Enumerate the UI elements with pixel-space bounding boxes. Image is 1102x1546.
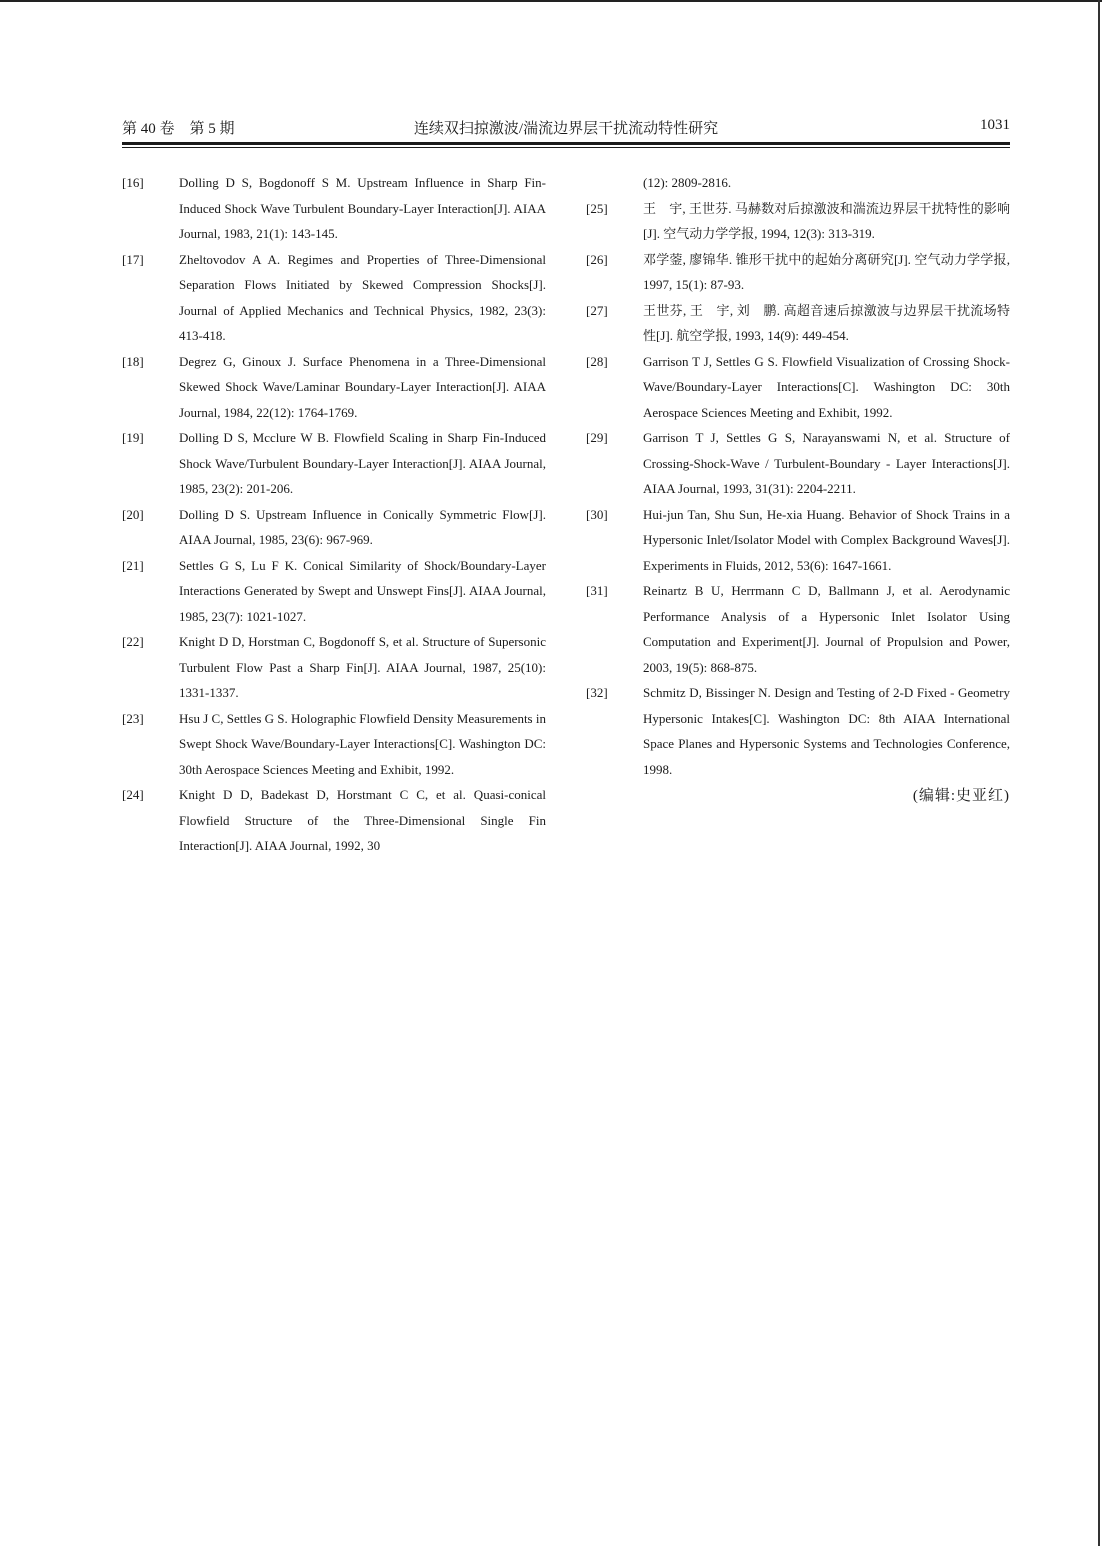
volume-issue: 第 40 卷 第 5 期 [122,121,235,137]
reference-text: Dolling D S, Mcclure W B. Flowfield Scaling in Sharp Fin-Induced Shock Wave/Turbulent Boundary-Layer Interaction[J]. AIAA Journal, 1985, 23(2): 201-206. [179,430,546,496]
reference-item [122,349,546,426]
page-top-border [0,0,1102,2]
reference-text: Zheltovodov A A. Regimes and Properties of Three-Dimensional Separation Flows Initiated by Skewed Compression Shocks[J]. Journal of Applied Mechanics and Technical Physics, 1982, 23(3): 413-418. [179,251,546,343]
reference-item [122,247,546,349]
reference-item [122,553,546,630]
left-column [122,170,546,859]
reference-text: 王 宇, 王世芬. 马赫数对后掠激波和湍流边界层干扰特性的影响[J]. 空气动力学学报, 1994, 12(3): 313-319. [643,200,1010,241]
reference-item [586,196,1010,247]
reference-item [122,629,546,706]
header-rule-thin [122,147,1010,148]
reference-number: [24] [122,787,144,802]
page-right-border [1098,0,1100,1546]
reference-text: 邓学蓥, 廖锦华. 锥形干扰中的起始分离研究[J]. 空气动力学学报, 1997, 15(1): 87-93. [643,251,1010,292]
reference-continuation: (12): 2809-2816. [643,175,732,190]
reference-number: [30] [586,506,608,522]
reference-text: Dolling D S. Upstream Influence in Conically Symmetric Flow[J]. AIAA Journal, 1985, 23(6): 967-969. [179,506,546,547]
reference-item [586,425,1010,502]
reference-item [122,425,546,502]
reference-item [122,782,546,859]
reference-number: [23] [122,710,144,726]
reference-number: [19] [122,430,144,445]
reference-text: Garrison T J, Settles G S, Narayanswami N, et al. Structure of Crossing-Shock-Wave / Turbulent-Boundary - Layer Interactions[J]. AIAA Journal, 1993, 31(31): 2204-2211. [643,430,1010,496]
reference-number: [17] [122,251,144,267]
header-rule-thick [122,142,1010,145]
reference-text: Knight D D, Horstman C, Bogdonoff S, et al. Structure of Supersonic Turbulent Flow Past a Sharp Fin[J]. AIAA Journal, 1987, 25(10): 1331-1337. [179,634,546,700]
reference-number: [22] [122,634,144,649]
editor-credit: (编辑:史亚红) [912,788,1010,804]
reference-text: Knight D D, Badekast D, Horstmant C C, et al. Quasi-conical Flowfield Structure of the Three-Dimensional Single Fin Interaction[J]. AIAA Journal, 1992, 30 [179,787,546,853]
reference-number: [28] [586,353,608,369]
reference-number: [16] [122,175,144,190]
reference-text: Hsu J C, Settles G S. Holographic Flowfield Density Measurements in Swept Shock Wave/Boundary-Layer Interactions[C]. Washington DC: 30th Aerospace Sciences Meeting and Exhibit, 1992. [179,710,546,777]
reference-number: [31] [586,583,608,598]
running-header [122,117,1010,139]
reference-item [122,170,546,247]
reference-number: [20] [122,506,144,522]
reference-number: [25] [586,200,608,216]
reference-item [586,247,1010,298]
reference-text: Settles G S, Lu F K. Conical Similarity of Shock/Boundary-Layer Interactions Generated by Swept and Unswept Fins[J]. AIAA Journal, 1985, 23(7): 1021-1027. [179,557,546,624]
reference-text: Garrison T J, Settles G S. Flowfield Visualization of Crossing Shock-Wave/Boundary-Layer Interactions[C]. Washington DC: 30th Aerospace Sciences Meeting and Exhibit, 1992. [643,353,1010,420]
reference-item [586,680,1010,782]
reference-item [586,298,1010,349]
reference-number: [18] [122,353,144,369]
reference-number: [32] [586,685,608,700]
reference-item [586,578,1010,680]
running-title: 连续双扫掠激波/湍流边界层干扰流动特性研究 [413,121,719,137]
reference-text: Dolling D S, Bogdonoff S M. Upstream Influence in Sharp Fin-Induced Shock Wave Turbulent Boundary-Layer Interaction[J]. AIAA Journal, 1983, 21(1): 143-145. [179,175,546,241]
reference-text: Reinartz B U, Herrmann C D, Ballmann J, et al. Aerodynamic Performance Analysis of a Hypersonic Inlet Isolator Using Computation and Experiment[J]. Journal of Propulsion and Power, 2003, 19(5): 868-875. [643,583,1010,675]
reference-text: Hui-jun Tan, Shu Sun, He-xia Huang. Behavior of Shock Trains in a Hypersonic Inlet/Isolator Model with Complex Background Waves[J]. Experiments in Fluids, 2012, 53(6): 1647-1661. [643,506,1010,573]
reference-number: [27] [586,302,608,318]
reference-number: [21] [122,557,144,573]
reference-text: Degrez G, Ginoux J. Surface Phenomena in a Three-Dimensional Skewed Shock Wave/Laminar Boundary-Layer Interaction[J]. AIAA Journal, 1984, 22(12): 1764-1769. [179,353,546,420]
reference-number: [26] [586,251,608,267]
right-column [586,170,1010,810]
reference-item [122,502,546,553]
reference-item [122,706,546,783]
reference-item [586,502,1010,579]
reference-text: Schmitz D, Bissinger N. Design and Testing of 2-D Fixed - Geometry Hypersonic Intakes[C]. Washington DC: 8th AIAA International Space Planes and Hypersonic Systems and Technologies Conference, 1998. [643,685,1010,777]
reference-text: 王世芬, 王 宇, 刘 鹏. 高超音速后掠激波与边界层干扰流场特性[J]. 航空学报, 1993, 14(9): 449-454. [643,302,1010,343]
page-number: 1031 [980,117,1010,133]
reference-item [586,349,1010,426]
reference-number: [29] [586,430,608,445]
